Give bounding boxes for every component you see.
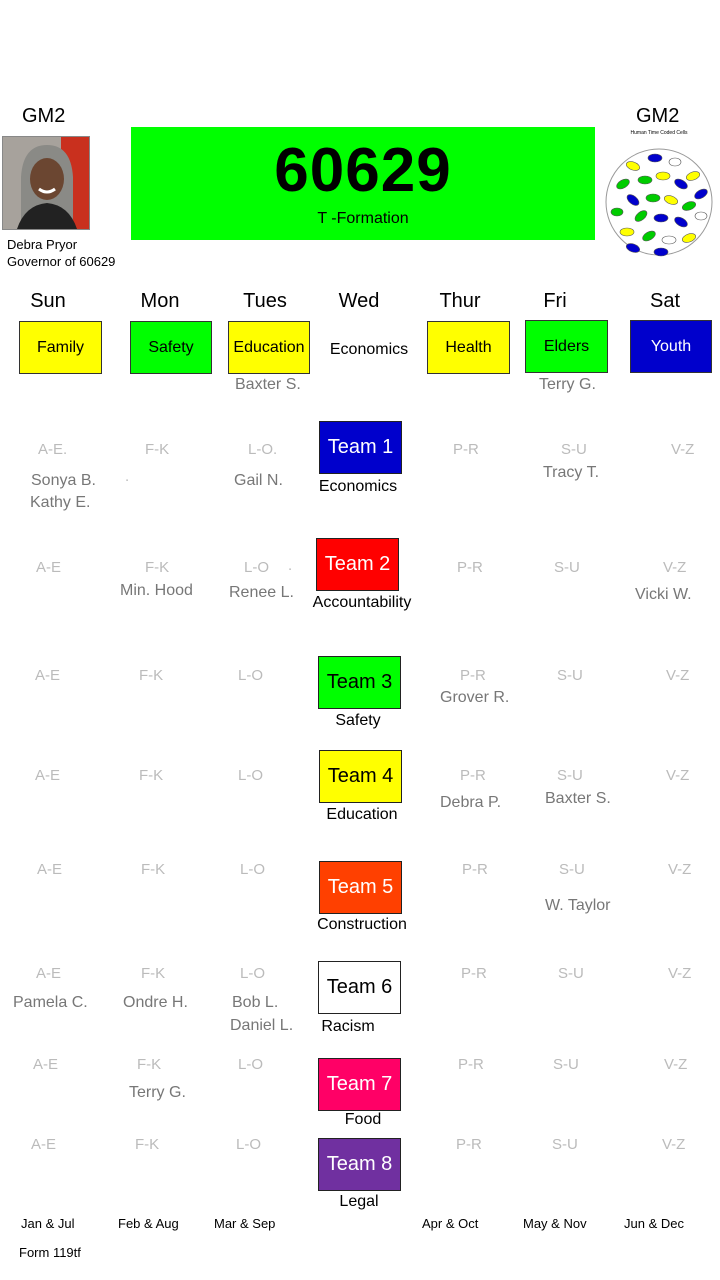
zip-code: 60629 (274, 136, 452, 205)
team-4-box: Team 4 (319, 750, 402, 803)
box-youth: Youth (630, 320, 712, 373)
team-2-box: Team 2 (316, 538, 399, 591)
team-6-label: Racism (321, 1018, 375, 1035)
team-8-label: Legal (339, 1193, 379, 1210)
t1-range-ae: A-E. (38, 441, 68, 458)
t4-range-lo: L-O (238, 767, 264, 784)
t6-range-vz: V-Z (668, 965, 692, 982)
month-feb-aug: Feb & Aug (118, 1216, 179, 1231)
t7-range-vz: V-Z (664, 1056, 688, 1073)
t5-range-ae: A-E (37, 861, 63, 878)
t1-range-lo: L-O. (248, 441, 278, 458)
t4-range-vz: V-Z (666, 767, 690, 784)
team-1-box: Team 1 (319, 421, 402, 474)
box-safety: Safety (130, 321, 212, 374)
team-3-box: Team 3 (318, 656, 401, 709)
time-coded-cells-graphic (603, 130, 715, 265)
t3-range-pr: P-R (460, 667, 486, 684)
team-7-label: Food (344, 1111, 382, 1128)
t4-range-ae: A-E (35, 767, 61, 784)
t3-range-ae: A-E (35, 667, 61, 684)
t7-range-su: S-U (553, 1056, 579, 1073)
t7-range-ae: A-E (33, 1056, 59, 1073)
month-mar-sep: Mar & Sep (214, 1216, 276, 1231)
t6-range-lo: L-O (240, 965, 266, 982)
box-family: Family (19, 321, 102, 374)
t1-range-su: S-U (561, 441, 587, 458)
team-6-box: Team 6 (318, 961, 401, 1014)
day-fri: Fri (543, 290, 567, 312)
t4-range-pr: P-R (460, 767, 486, 784)
right-gm-label: GM2 (636, 105, 680, 127)
formation-label: T -Formation (317, 210, 409, 227)
cells-caption: Human Time Coded Cells (630, 130, 688, 136)
box-economics: Economics (329, 340, 409, 358)
t3-range-lo: L-O (238, 667, 264, 684)
t5-range-fk: F-K (141, 861, 166, 878)
t3-range-su: S-U (557, 667, 583, 684)
team-5-label: Construction (317, 916, 407, 933)
t6-range-pr: P-R (461, 965, 487, 982)
t6-mon-name: Ondre H. (123, 994, 188, 1011)
t3-range-vz: V-Z (666, 667, 690, 684)
day-sun: Sun (30, 290, 66, 312)
fri-lead: Terry G. (539, 376, 596, 393)
t7-range-pr: P-R (458, 1056, 484, 1073)
team-8-box: Team 8 (318, 1138, 401, 1191)
t5-fri-name: W. Taylor (545, 897, 611, 914)
day-sat: Sat (649, 290, 681, 312)
t1-range-fk: F-K (145, 441, 170, 458)
t1-fri-name: Tracy T. (543, 464, 600, 481)
t8-range-ae: A-E (31, 1136, 57, 1153)
governor-name: Debra Pryor (7, 237, 78, 252)
t1-sun-name-2: Kathy E. (30, 494, 91, 511)
t8-range-pr: P-R (456, 1136, 482, 1153)
tues-lead: Baxter S. (235, 376, 301, 393)
t1-tues-name: Gail N. (234, 472, 283, 489)
t4-thur-name: Debra P. (440, 794, 502, 811)
month-may-nov: May & Nov (523, 1216, 587, 1231)
governor-photo (2, 136, 90, 230)
box-health: Health (427, 321, 510, 374)
form-id: Form 119tf (19, 1245, 81, 1260)
left-gm-label: GM2 (22, 105, 66, 127)
t4-range-su: S-U (557, 767, 583, 784)
t6-range-su: S-U (558, 965, 584, 982)
box-elders: Elders (525, 320, 608, 373)
t3-range-fk: F-K (139, 667, 164, 684)
t1-sun-name: Sonya B. (31, 472, 96, 489)
governor-title: Governor of 60629 (7, 254, 116, 269)
t6-sun-name: Pamela C. (13, 994, 88, 1011)
team-1-label: Economics (318, 478, 398, 495)
t8-range-vz: V-Z (662, 1136, 686, 1153)
t2-tues-name: Renee L. (229, 584, 294, 601)
team-5-box: Team 5 (319, 861, 402, 914)
day-tues: Tues (243, 290, 287, 312)
t8-range-su: S-U (552, 1136, 578, 1153)
t1-range-pr: P-R (453, 441, 479, 458)
t3-thur-name: Grover R. (440, 689, 510, 706)
month-jan-jul: Jan & Jul (21, 1216, 75, 1231)
t7-mon-name: Terry G. (129, 1084, 186, 1101)
t6-range-ae: A-E (36, 965, 62, 982)
t2-tues-mark: . (288, 557, 293, 574)
day-thur: Thur (439, 290, 481, 312)
t8-range-fk: F-K (135, 1136, 160, 1153)
month-jun-dec: Jun & Dec (624, 1216, 684, 1231)
month-apr-oct: Apr & Oct (422, 1216, 479, 1231)
t5-range-lo: L-O (240, 861, 266, 878)
t2-range-su: S-U (554, 559, 580, 576)
team-3-label: Safety (335, 712, 381, 729)
t7-range-fk: F-K (137, 1056, 162, 1073)
day-mon: Mon (140, 290, 180, 312)
t4-fri-name: Baxter S. (545, 790, 611, 807)
t5-range-pr: P-R (462, 861, 488, 878)
t1-range-vz: V-Z (671, 441, 695, 458)
t1-mon-mark: . (125, 468, 130, 485)
t2-sat-name: Vicki W. (635, 586, 692, 603)
box-education: Education (228, 321, 310, 374)
t2-range-fk: F-K (145, 559, 170, 576)
t5-range-vz: V-Z (668, 861, 692, 878)
t6-range-fk: F-K (141, 965, 166, 982)
t6-tues-name: Bob L. (232, 994, 279, 1011)
t2-mon-name: Min. Hood (120, 582, 193, 599)
t2-range-lo: L-O (244, 559, 270, 576)
zip-banner (131, 127, 595, 240)
t6-tues-name-2: Daniel L. (230, 1017, 294, 1034)
day-wed: Wed (338, 290, 380, 312)
t8-range-lo: L-O (236, 1136, 262, 1153)
t2-range-pr: P-R (457, 559, 483, 576)
team-2-label: Accountability (312, 594, 412, 611)
t7-range-lo: L-O (238, 1056, 264, 1073)
t2-range-ae: A-E (36, 559, 62, 576)
team-4-label: Education (326, 806, 398, 823)
t5-range-su: S-U (559, 861, 585, 878)
team-7-box: Team 7 (318, 1058, 401, 1111)
t4-range-fk: F-K (139, 767, 164, 784)
t2-range-vz: V-Z (663, 559, 687, 576)
